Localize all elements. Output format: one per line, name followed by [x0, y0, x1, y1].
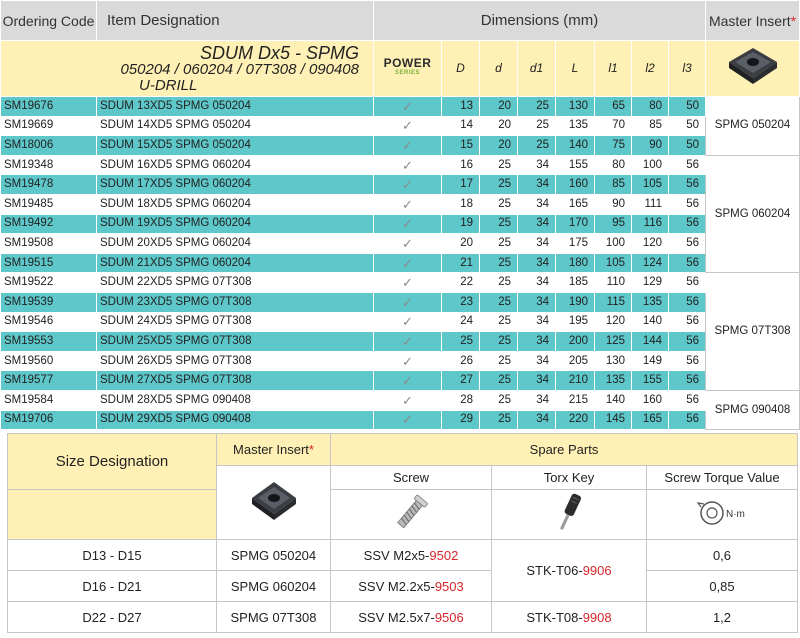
dim-l3: 56 — [669, 390, 706, 410]
dim-d: 20 — [480, 136, 518, 156]
dim-d1: 34 — [518, 410, 556, 430]
item-designation: SDUM 25XD5 SPMG 07T308 — [97, 332, 374, 352]
item-designation: SDUM 17XD5 SPMG 060204 — [97, 175, 374, 195]
dim-d: 25 — [480, 332, 518, 352]
table-row — [1, 312, 800, 332]
dim-L: 215 — [556, 390, 595, 410]
torx-key-header: Torx Key — [492, 466, 647, 490]
dim-L: 190 — [556, 292, 595, 312]
dim-l2: 144 — [632, 332, 669, 352]
ordering-code-header: Ordering Code — [1, 1, 97, 41]
table-row — [1, 332, 800, 352]
dim-D: 21 — [442, 253, 480, 273]
table-row — [1, 410, 800, 430]
dim-d: 25 — [480, 390, 518, 410]
screw-code: 9502 — [429, 547, 459, 563]
dim-L: 155 — [556, 155, 595, 175]
item-designation: SDUM 14XD5 SPMG 050204 — [97, 116, 374, 136]
master-insert-cell: SPMG 07T308 — [706, 273, 800, 391]
power-series-check-icon: ✓ — [374, 234, 442, 254]
dim-D: 17 — [442, 175, 480, 195]
dim-header-d1: d1 — [518, 41, 556, 97]
dim-d1: 34 — [518, 332, 556, 352]
torx-key-icon — [549, 491, 589, 535]
title-line-3: U-DRILL — [139, 77, 198, 94]
dim-l1: 95 — [595, 214, 632, 234]
power-series-check-icon: ✓ — [374, 371, 442, 391]
torx-key-image — [492, 490, 647, 540]
item-designation: SDUM 27XD5 SPMG 07T308 — [97, 371, 374, 391]
power-series-check-icon: ✓ — [374, 175, 442, 195]
spare-master-insert-header — [217, 434, 331, 466]
dim-l1: 105 — [595, 253, 632, 273]
item-designation: SDUM 26XD5 SPMG 07T308 — [97, 351, 374, 371]
spare-insert-2: SPMG 07T308 — [217, 602, 331, 633]
spare-insert-image — [217, 466, 331, 540]
master-insert-header — [706, 1, 800, 41]
dim-header-L: L — [556, 41, 595, 97]
dim-l3: 56 — [669, 253, 706, 273]
torque-image — [647, 490, 798, 540]
dim-D: 29 — [442, 410, 480, 430]
spare-insert-1: SPMG 060204 — [217, 571, 331, 602]
dim-D: 24 — [442, 312, 480, 332]
spare-screw-0 — [331, 540, 492, 571]
power-logo-bottom: SERIES — [394, 69, 420, 76]
dim-header-l2: l2 — [632, 41, 669, 97]
ordering-code: SM19492 — [1, 214, 97, 234]
dim-D: 26 — [442, 351, 480, 371]
title-line-1: SDUM Dx5 - SPMG — [199, 43, 359, 63]
asterisk: * — [790, 12, 797, 29]
master-insert-header-label: Master Insert — [708, 12, 791, 29]
spare-screw-2 — [331, 602, 492, 633]
dim-D: 23 — [442, 292, 480, 312]
item-designation: SDUM 20XD5 SPMG 060204 — [97, 234, 374, 254]
table-row — [1, 97, 800, 117]
dim-l1: 125 — [595, 332, 632, 352]
power-series-check-icon: ✓ — [374, 273, 442, 293]
dim-d1: 34 — [518, 390, 556, 410]
dim-d1: 34 — [518, 371, 556, 391]
spare-parts-table — [7, 433, 798, 633]
table-row — [1, 253, 800, 273]
dim-d1: 34 — [518, 253, 556, 273]
dim-d1: 34 — [518, 214, 556, 234]
screw-prefix: SSV M2.5x7- — [358, 609, 435, 625]
spare-asterisk: * — [308, 442, 314, 457]
ordering-code: SM19584 — [1, 390, 97, 410]
ordering-code: SM19515 — [1, 253, 97, 273]
insert-icon — [723, 44, 783, 88]
power-series-check-icon: ✓ — [374, 194, 442, 214]
torque-header: Screw Torque Value — [647, 466, 798, 490]
dim-l3: 56 — [669, 292, 706, 312]
dim-header-l1: l1 — [595, 41, 632, 97]
dim-l2: 85 — [632, 116, 669, 136]
screw-image — [331, 490, 492, 540]
dim-l1: 130 — [595, 351, 632, 371]
dim-D: 28 — [442, 390, 480, 410]
dim-l3: 56 — [669, 332, 706, 352]
item-designation-header: Item Designation — [97, 1, 374, 41]
spare-insert-0: SPMG 050204 — [217, 540, 331, 571]
dim-d1: 34 — [518, 273, 556, 293]
spare-key-1 — [492, 602, 647, 633]
spare-size-2: D22 - D27 — [8, 602, 217, 633]
table-row — [1, 273, 800, 293]
power-series-check-icon: ✓ — [374, 97, 442, 117]
spare-size-1: D16 - D21 — [8, 571, 217, 602]
ordering-code: SM19546 — [1, 312, 97, 332]
dim-l1: 65 — [595, 97, 632, 117]
dim-l2: 149 — [632, 351, 669, 371]
dim-l3: 50 — [669, 136, 706, 156]
dim-l3: 56 — [669, 371, 706, 391]
dim-D: 15 — [442, 136, 480, 156]
table-row — [1, 390, 800, 410]
table-row — [1, 155, 800, 175]
power-series-check-icon: ✓ — [374, 332, 442, 352]
dim-d: 25 — [480, 155, 518, 175]
ordering-code: SM19508 — [1, 234, 97, 254]
ordering-code: SM19553 — [1, 332, 97, 352]
dim-d: 25 — [480, 292, 518, 312]
dim-D: 14 — [442, 116, 480, 136]
dim-d1: 25 — [518, 97, 556, 117]
power-series-check-icon: ✓ — [374, 253, 442, 273]
dim-L: 210 — [556, 371, 595, 391]
spare-torque-0: 0,6 — [647, 540, 798, 571]
torque-icon — [692, 493, 752, 533]
dim-l2: 111 — [632, 194, 669, 214]
item-designation: SDUM 21XD5 SPMG 060204 — [97, 253, 374, 273]
dim-l1: 140 — [595, 390, 632, 410]
torque-unit: N·m — [726, 509, 745, 520]
key-prefix: STK-T08- — [526, 609, 583, 625]
dim-D: 13 — [442, 97, 480, 117]
dim-d: 20 — [480, 116, 518, 136]
dim-d: 25 — [480, 371, 518, 391]
spare-key-0 — [492, 540, 647, 602]
dim-l2: 135 — [632, 292, 669, 312]
ordering-code: SM19577 — [1, 371, 97, 391]
dim-l3: 56 — [669, 175, 706, 195]
dim-d: 25 — [480, 175, 518, 195]
spare-screw-1 — [331, 571, 492, 602]
item-designation: SDUM 28XD5 SPMG 090408 — [97, 390, 374, 410]
dim-l2: 165 — [632, 410, 669, 430]
dim-D: 18 — [442, 194, 480, 214]
dim-l3: 56 — [669, 234, 706, 254]
screw-header: Screw — [331, 466, 492, 490]
item-designation: SDUM 16XD5 SPMG 060204 — [97, 155, 374, 175]
table-row — [1, 116, 800, 136]
dim-l1: 75 — [595, 136, 632, 156]
item-designation: SDUM 24XD5 SPMG 07T308 — [97, 312, 374, 332]
ordering-code: SM18006 — [1, 136, 97, 156]
dim-d: 25 — [480, 410, 518, 430]
dim-L: 130 — [556, 97, 595, 117]
spare-torque-2: 1,2 — [647, 602, 798, 633]
dim-d1: 34 — [518, 234, 556, 254]
power-series-check-icon: ✓ — [374, 410, 442, 430]
item-designation: SDUM 23XD5 SPMG 07T308 — [97, 292, 374, 312]
dim-d1: 34 — [518, 351, 556, 371]
key-prefix: STK-T06- — [526, 563, 583, 578]
ordering-code: SM19669 — [1, 116, 97, 136]
title-line-2: 050204 / 060204 / 07T308 / 090408 — [120, 61, 359, 78]
dim-l2: 80 — [632, 97, 669, 117]
dim-l3: 56 — [669, 194, 706, 214]
dim-l3: 56 — [669, 410, 706, 430]
dim-l2: 124 — [632, 253, 669, 273]
dim-L: 175 — [556, 234, 595, 254]
dim-L: 160 — [556, 175, 595, 195]
key-code: 9908 — [582, 609, 612, 625]
ordering-code: SM19348 — [1, 155, 97, 175]
item-designation: SDUM 13XD5 SPMG 050204 — [97, 97, 374, 117]
screw-icon — [391, 493, 431, 533]
dim-l1: 120 — [595, 312, 632, 332]
dim-D: 16 — [442, 155, 480, 175]
spare-master-insert-label: Master Insert — [233, 442, 309, 457]
power-series-check-icon: ✓ — [374, 312, 442, 332]
dim-D: 22 — [442, 273, 480, 293]
dim-D: 19 — [442, 214, 480, 234]
dim-d1: 34 — [518, 155, 556, 175]
table-row — [1, 136, 800, 156]
dim-d: 25 — [480, 253, 518, 273]
size-designation-spacer — [8, 490, 217, 540]
dim-header-d: d — [480, 41, 518, 97]
dim-l2: 90 — [632, 136, 669, 156]
dim-l1: 80 — [595, 155, 632, 175]
dim-l2: 129 — [632, 273, 669, 293]
power-series-check-icon: ✓ — [374, 116, 442, 136]
dim-l2: 100 — [632, 155, 669, 175]
screw-prefix: SSV M2.2x5- — [358, 578, 435, 594]
dim-L: 140 — [556, 136, 595, 156]
spare-torque-1: 0,85 — [647, 571, 798, 602]
dim-l1: 90 — [595, 194, 632, 214]
dim-l2: 155 — [632, 371, 669, 391]
dim-l2: 160 — [632, 390, 669, 410]
ordering-code: SM19676 — [1, 97, 97, 117]
item-designation: SDUM 18XD5 SPMG 060204 — [97, 194, 374, 214]
table-row — [1, 351, 800, 371]
table-row — [1, 214, 800, 234]
dim-l1: 110 — [595, 273, 632, 293]
dim-header-D: D — [442, 41, 480, 97]
dim-l2: 105 — [632, 175, 669, 195]
master-insert-cell: SPMG 060204 — [706, 155, 800, 273]
dim-l1: 85 — [595, 175, 632, 195]
power-series-logo — [374, 41, 442, 97]
dim-d: 25 — [480, 273, 518, 293]
ordering-code: SM19539 — [1, 292, 97, 312]
master-insert-cell: SPMG 050204 — [706, 97, 800, 156]
dim-d: 25 — [480, 214, 518, 234]
screw-prefix: SSV M2x5- — [363, 547, 430, 563]
dim-d1: 34 — [518, 312, 556, 332]
item-designation: SDUM 29XD5 SPMG 090408 — [97, 410, 374, 430]
dim-l1: 145 — [595, 410, 632, 430]
dim-d1: 25 — [518, 116, 556, 136]
size-designation-header: Size Designation — [8, 434, 217, 490]
table-row — [1, 234, 800, 254]
dimensions-header: Dimensions (mm) — [374, 1, 706, 41]
dim-d: 25 — [480, 351, 518, 371]
key-code: 9906 — [582, 563, 612, 578]
table-row — [1, 371, 800, 391]
dim-l3: 56 — [669, 273, 706, 293]
item-designation: SDUM 22XD5 SPMG 07T308 — [97, 273, 374, 293]
dim-D: 25 — [442, 332, 480, 352]
dim-d: 25 — [480, 234, 518, 254]
table-row — [1, 194, 800, 214]
dim-L: 205 — [556, 351, 595, 371]
dim-l1: 70 — [595, 116, 632, 136]
ordering-code: SM19522 — [1, 273, 97, 293]
dim-l1: 100 — [595, 234, 632, 254]
dim-d1: 34 — [518, 175, 556, 195]
insert-image — [706, 41, 800, 97]
insert-icon — [248, 478, 300, 524]
ordering-code: SM19706 — [1, 410, 97, 430]
dim-L: 220 — [556, 410, 595, 430]
item-designation: SDUM 19XD5 SPMG 060204 — [97, 214, 374, 234]
dim-L: 185 — [556, 273, 595, 293]
dim-l1: 115 — [595, 292, 632, 312]
dim-l3: 56 — [669, 312, 706, 332]
power-series-check-icon: ✓ — [374, 155, 442, 175]
dim-L: 170 — [556, 214, 595, 234]
power-series-check-icon: ✓ — [374, 292, 442, 312]
table-row — [1, 292, 800, 312]
dim-l3: 50 — [669, 116, 706, 136]
spare-size-0: D13 - D15 — [8, 540, 217, 571]
ordering-code: SM19478 — [1, 175, 97, 195]
dim-l3: 56 — [669, 214, 706, 234]
dim-d: 25 — [480, 194, 518, 214]
dim-L: 195 — [556, 312, 595, 332]
screw-code: 9503 — [434, 578, 464, 594]
power-series-check-icon: ✓ — [374, 390, 442, 410]
dim-l1: 135 — [595, 371, 632, 391]
dim-l2: 120 — [632, 234, 669, 254]
dim-L: 180 — [556, 253, 595, 273]
dim-d: 20 — [480, 97, 518, 117]
ordering-code: SM19485 — [1, 194, 97, 214]
power-logo-top: POWER — [383, 55, 432, 70]
dim-l2: 116 — [632, 214, 669, 234]
dim-L: 200 — [556, 332, 595, 352]
dim-d1: 25 — [518, 136, 556, 156]
dim-L: 165 — [556, 194, 595, 214]
spare-parts-header: Spare Parts — [331, 434, 798, 466]
power-series-check-icon: ✓ — [374, 136, 442, 156]
dim-d1: 34 — [518, 292, 556, 312]
dim-l3: 56 — [669, 155, 706, 175]
dim-D: 20 — [442, 234, 480, 254]
power-series-check-icon: ✓ — [374, 351, 442, 371]
dim-d: 25 — [480, 312, 518, 332]
dim-header-l3: l3 — [669, 41, 706, 97]
dim-l3: 50 — [669, 97, 706, 117]
master-insert-cell: SPMG 090408 — [706, 390, 800, 429]
dim-d1: 34 — [518, 194, 556, 214]
power-series-check-icon: ✓ — [374, 214, 442, 234]
dim-l3: 56 — [669, 351, 706, 371]
screw-code: 9506 — [434, 609, 464, 625]
ordering-code: SM19560 — [1, 351, 97, 371]
item-designation: SDUM 15XD5 SPMG 050204 — [97, 136, 374, 156]
product-title — [1, 41, 374, 97]
dim-D: 27 — [442, 371, 480, 391]
table-row — [1, 175, 800, 195]
dim-L: 135 — [556, 116, 595, 136]
dim-l2: 140 — [632, 312, 669, 332]
